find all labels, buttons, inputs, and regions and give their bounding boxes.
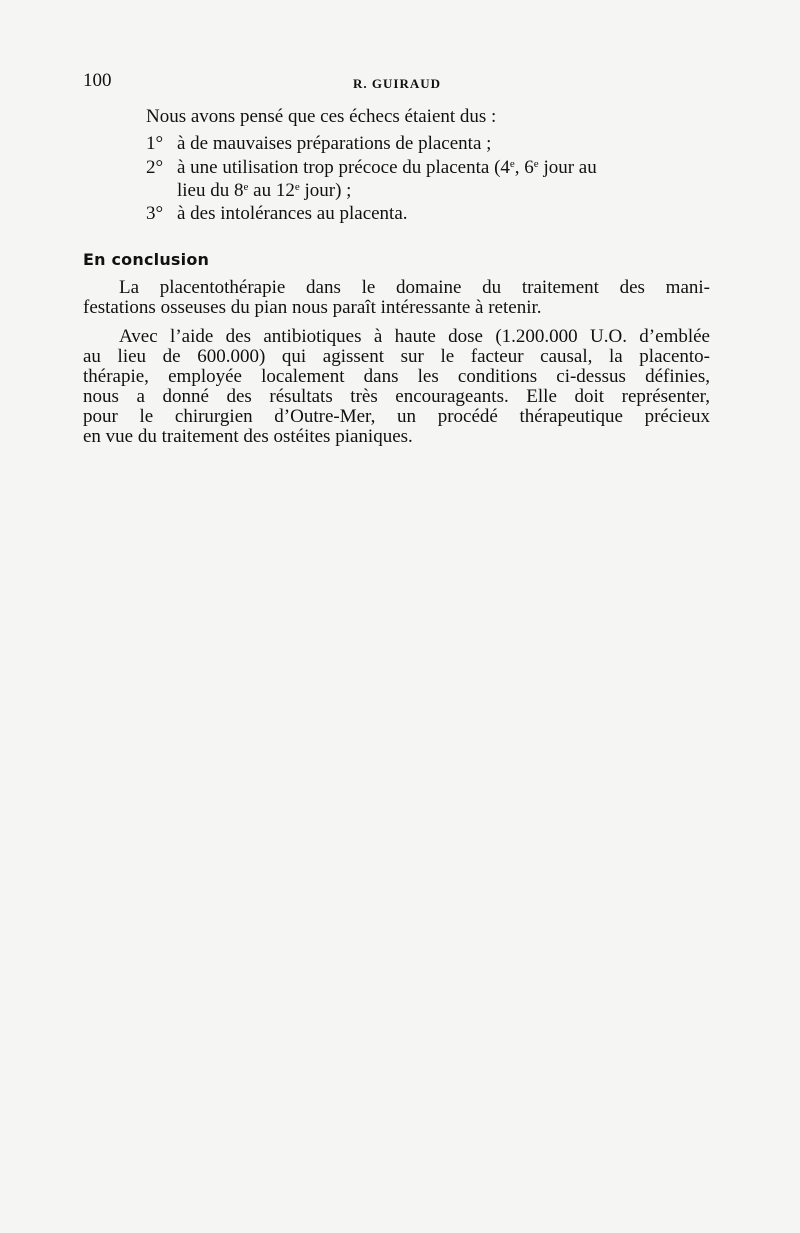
superscript: e bbox=[294, 181, 300, 193]
cause-text: , 6 bbox=[514, 157, 534, 178]
cause-text: jour) ; bbox=[299, 180, 352, 201]
page-header bbox=[83, 70, 711, 94]
paragraph-line: thérapie, employée localement dans les conditions ci-dessus définies, bbox=[83, 366, 710, 387]
running-head: R. GUIRAUD bbox=[353, 76, 441, 91]
superscript: e bbox=[509, 158, 515, 170]
superscript: e bbox=[243, 181, 249, 193]
cause-text: jour au bbox=[538, 157, 597, 178]
cause-text: à des intolérances au placenta. bbox=[177, 203, 408, 224]
paragraph-line: en vue du traitement des ostéites pianiques. bbox=[83, 426, 413, 447]
cause-number: 3° bbox=[146, 203, 164, 224]
cause-item-3 bbox=[146, 203, 408, 224]
cause-number: 2° bbox=[146, 157, 164, 178]
paragraph-line: La placentothérapie dans le domaine du traitement des mani- bbox=[119, 277, 710, 298]
paragraph-line: Avec l’aide des antibiotiques à haute dose (1.200.000 U.O. d’emblée bbox=[119, 326, 710, 347]
cause-text: lieu du 8 bbox=[177, 180, 244, 201]
cause-item-2 bbox=[146, 157, 597, 178]
superscript: e bbox=[533, 158, 539, 170]
paragraph-line: au lieu de 600.000) qui agissent sur le facteur causal, la placento- bbox=[83, 346, 710, 367]
section-heading: En conclusion bbox=[83, 250, 210, 269]
cause-item-2-continued bbox=[177, 180, 351, 201]
causes-intro: Nous avons pensé que ces échecs étaient dus : bbox=[146, 106, 497, 127]
paragraph-line: nous a donné des résultats très encourageants. Elle doit représenter, bbox=[83, 386, 710, 407]
cause-text: à une utilisation trop précoce du placenta (4 bbox=[177, 157, 510, 178]
cause-item-1 bbox=[146, 133, 491, 154]
cause-text: à de mauvaises préparations de placenta ; bbox=[177, 133, 492, 154]
page-number: 100 bbox=[83, 70, 112, 91]
paragraph-line: pour le chirurgien d’Outre-Mer, un procédé thérapeutique précieux bbox=[83, 406, 710, 427]
cause-number: 1° bbox=[146, 133, 164, 154]
paragraph-line: festations osseuses du pian nous paraît intéressante à retenir. bbox=[83, 297, 542, 318]
cause-text: au 12 bbox=[248, 180, 295, 201]
